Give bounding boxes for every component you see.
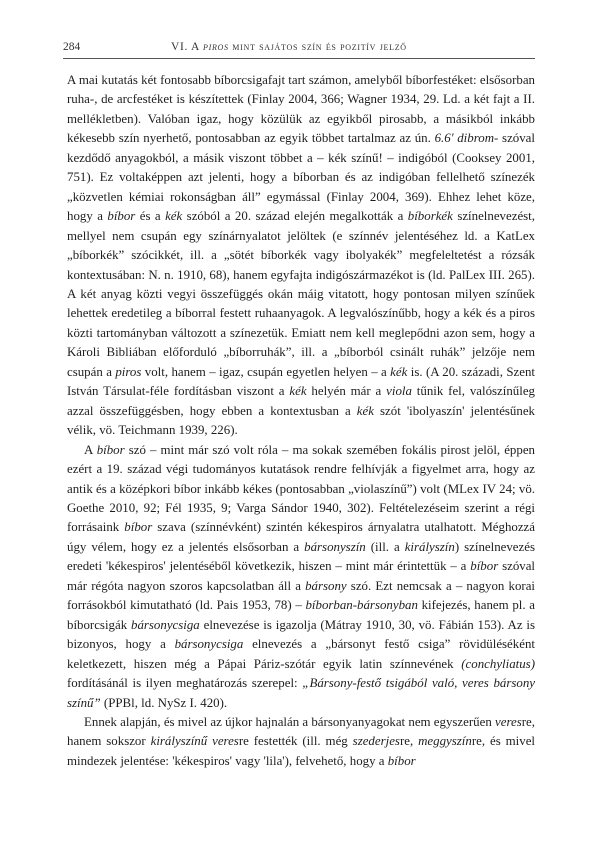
text-run: re, és mivel mindezek jelentése: 'kékespiros' vagy 'lila'), felvehető, hogy a bbox=[67, 734, 535, 768]
italic-term: bíbor bbox=[124, 520, 153, 535]
italic-term: (conchyliatus) bbox=[461, 656, 535, 671]
text-run: szó. Ezt nemcsak a – nagyon korai forrásokból kimutatható (ld. Pais 1953, 78) – bbox=[67, 578, 536, 613]
text-run: és a bbox=[135, 209, 166, 224]
italic-term: bíbor bbox=[470, 559, 499, 574]
text-run: színelnevezést, mellyel nem csupán egy színárnyalatot jelöltek (e színnév jelentéséhez ld. a KatLex „bíborkék” szócikkét, ill. a „sötét bíborkék vagy ibolyakék” megfeleltetést a rózsák kontextusában: N. n. 1910, 68), hanem egyfajta indigószármazékot is (ld. PalLex III. 265). A két anyag közti vegyi összefüggés okán máig vitatott, hogy pontosan milyen színűek lehettek eredetileg a bíborral festett ruhaanyagok. A legvalószínűbb, hogy a kék és a piros közti tartományban változott a színezetük. Emiatt nem kell meglepődni azon sem, hogy a Károli Bibliában előforduló „bíborruhák”, ill. a „bíborból csinált ruhák” jelzője nem csupán a bbox=[67, 209, 535, 379]
text-run: re, hanem sokszor bbox=[67, 714, 535, 749]
chapter-prefix: VI. A bbox=[171, 41, 203, 53]
text-run: szót 'ibolyaszín' jelentésűnek vélik, vö. Teichmann 1939, 226). bbox=[67, 403, 535, 438]
body-text bbox=[67, 71, 535, 771]
italic-term: bársonycsiga bbox=[131, 617, 200, 632]
text-run: re, bbox=[399, 734, 419, 749]
italic-term: királyszín bbox=[404, 539, 455, 554]
chapter-word: piros bbox=[203, 41, 229, 53]
italic-term: bíborban-bársonyban bbox=[305, 598, 418, 613]
text-run: A mai kutatás két fontosabb bíborcsigafajt tart számon, amelyből bíborfestéket: elsősorban ruha-, de arcfestéket is készítettek (Finlay 2004, 366; Wagner 1934, 29. Ld. a két fajt a II. mellékletben). Valóban igaz, hogy közülük az egyikből pirosabb, a másikból inkább kékesebb szín nyerhető, pontosabban az egyik többet tartalmaz az ún. bbox=[67, 73, 535, 146]
italic-term: 6.6' dibrom- bbox=[434, 131, 499, 146]
italic-term: bíbor bbox=[107, 209, 136, 224]
italic-term: piros bbox=[115, 364, 142, 379]
paragraph-1 bbox=[67, 71, 535, 441]
italic-term: bíborkék bbox=[407, 209, 453, 224]
italic-term: kék bbox=[289, 384, 307, 399]
running-title bbox=[171, 41, 407, 53]
italic-term: bíbor bbox=[387, 753, 416, 768]
italic-term: kék bbox=[165, 209, 183, 224]
text-run: ) színelnevezés eredeti 'kékespiros' jelentéséből következik, hiszen – mint már érintettük – a bbox=[67, 539, 535, 574]
text-run: re festették (ill. még bbox=[238, 734, 353, 749]
italic-term: kék bbox=[390, 364, 408, 379]
text-run: fordításánál is ilyen meghatározás szerepel: bbox=[67, 676, 303, 691]
italic-term: viola bbox=[386, 384, 412, 399]
chapter-rest: mint sajátos szín és pozitív jelző bbox=[228, 41, 407, 53]
italic-term: szederjes bbox=[352, 734, 400, 749]
text-run: szóból a 20. század elején megalkották a bbox=[182, 209, 408, 224]
text-run: volt, hanem – igaz, csupán egyetlen helyen – a bbox=[141, 364, 391, 379]
text-run: helyén már a bbox=[306, 384, 387, 399]
italic-term: bársonycsiga bbox=[174, 637, 244, 652]
text-run: Ennek alapján, és mivel az újkor hajnalán a bársonyanyagokat nem egyszerűen bbox=[84, 714, 496, 729]
text-run: elnevezése is igazolja (Mátray 1910, 30, vö. Fábián 153). Az is bizonyos, hogy a bbox=[67, 617, 535, 652]
italic-term: bársony bbox=[305, 578, 347, 593]
italic-term: királyszínű veres bbox=[150, 734, 239, 749]
italic-term: meggyszín bbox=[418, 734, 472, 749]
italic-term: „Bársony-festő tsigából való, veres bársony színű” bbox=[67, 676, 535, 710]
running-header bbox=[63, 41, 534, 59]
paragraph-3 bbox=[67, 713, 535, 771]
italic-term: bársonyszín bbox=[304, 539, 366, 554]
text-run: A bbox=[84, 442, 97, 457]
text-run: szava (színnévként) szintén kékespiros árnyalatra utalhatott. Méghozzá úgy vélem, hogy ez a jelentés elsősorban a bbox=[67, 520, 535, 554]
text-run: (ill. a bbox=[365, 539, 405, 554]
paragraph-2 bbox=[67, 441, 535, 713]
text-run: (PPBl, ld. NySz I. 420). bbox=[100, 695, 228, 710]
header-rule bbox=[63, 58, 535, 59]
page-number: 284 bbox=[63, 41, 81, 53]
text-run: elnevezés a „bársonyt festő csiga” rövidüléséként keletkezett, hiszen még a Pápai Páriz-szótár egyik latin színnevének bbox=[67, 637, 535, 671]
text-run: szó – mint már szó volt róla – ma sokak szemében fokális pirost jelöl, éppen ezért a 19. század végi tudományos kutatások rendre felhívják a figyelmet arra, hogy az antik és a középkori bíbor inkább kékes (pontosabban „violaszínű”) volt (MLex IV 24; vö. Goethe 2010, 92; Fél 1935, 9; Varga Sándor 1940, 302). Feltételezéseim szerint a régi forrásaink bbox=[67, 442, 535, 535]
italic-term: bíbor bbox=[96, 442, 125, 457]
italic-term: veres bbox=[495, 714, 522, 729]
text-run: is. (A 20. századi, Szent István Társulat-féle fordításban viszont a bbox=[67, 364, 535, 399]
text-run: szóval már régóta nagyon szoros kapcsolatban áll a bbox=[67, 559, 536, 593]
text-run: kifejezés, hanem pl. a bíborcsigák bbox=[67, 598, 536, 632]
text-run: tűnik fel, valószínűleg azzal összefüggésben, hogy ebben a kontextusban a bbox=[67, 384, 536, 418]
text-run: szóval kezdődő anyagokból, a másik viszont többet a – kék színű! – indigóból (Cooksey 2001, 751). Ez voltaképpen azt jelenti, hogy a bíborban és az indigóban fellelhető színezék „közvetlen kémiai rokonságban áll” egymással (Finlay 2004, 369). Ehhez lehet köze, hogy a bbox=[67, 131, 535, 224]
italic-term: kék bbox=[356, 403, 374, 418]
